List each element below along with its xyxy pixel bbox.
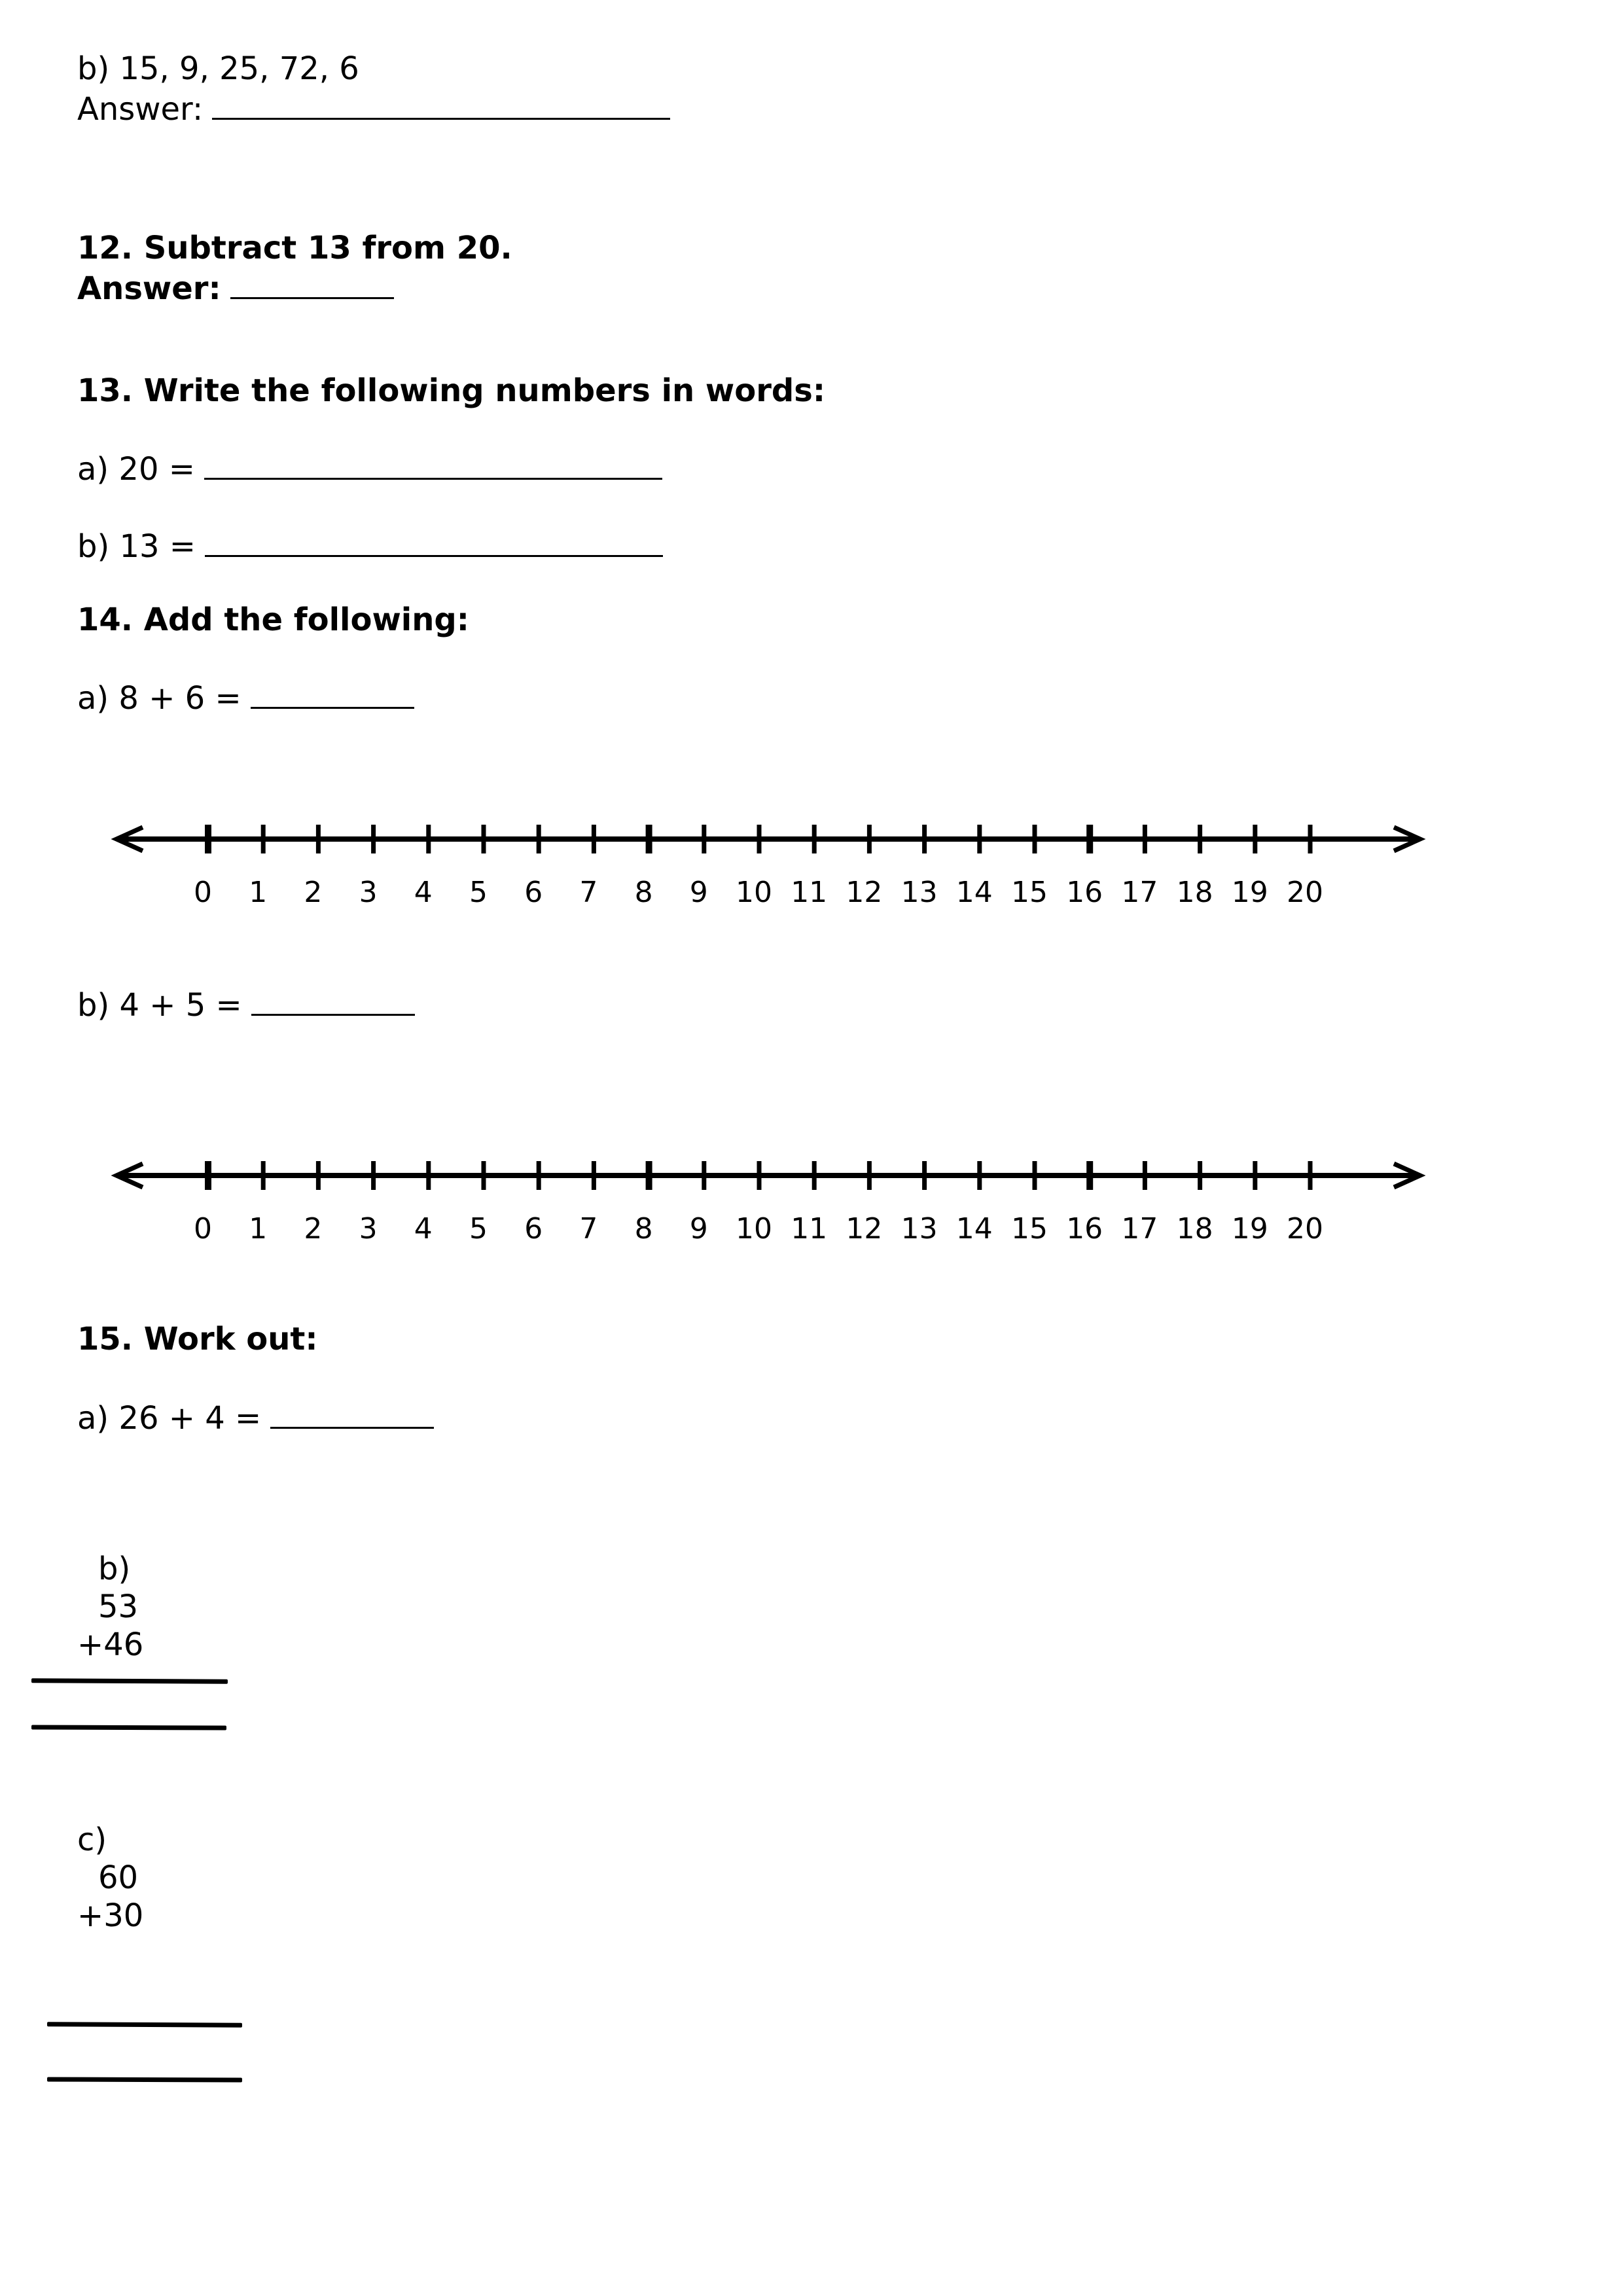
q15c-label: c) [77,1821,107,1858]
tick-label: 8 [634,1212,653,1246]
tick-label: 14 [955,876,993,909]
q11b-numbers: b) 15, 9, 25, 72, 6 [77,50,359,87]
q15b-bottom-number: +46 [77,1626,144,1663]
tick-label: 5 [469,1212,488,1246]
tick-label: 7 [579,876,598,909]
tick-label: 19 [1231,876,1268,909]
q12-answer-row [77,267,394,308]
tick-label: 15 [1011,1212,1048,1246]
q15c-top-number: 60 [98,1859,139,1896]
answer-blank[interactable] [230,267,394,299]
answer-line[interactable] [31,1725,226,1730]
tick-label: 20 [1287,1212,1323,1246]
tick-label: 4 [414,1212,433,1246]
q13b-row [77,525,663,565]
answer-blank[interactable] [205,525,663,557]
tick-label: 9 [689,876,708,909]
tick-label: 18 [1176,876,1213,909]
tick-label: 2 [304,1212,323,1246]
tick-label: 13 [901,876,938,909]
answer-blank[interactable] [204,448,662,480]
tick-label: 17 [1121,1212,1158,1246]
sum-line-top [31,1678,228,1684]
tick-label: 10 [736,876,772,909]
q13-title: 13. Write the following numbers in words: [77,372,826,409]
tick-label: 20 [1287,876,1323,909]
number-line [0,1148,1623,1253]
tick-label: 19 [1231,1212,1268,1246]
q14b-row [77,984,415,1024]
answer-blank[interactable] [212,88,670,120]
q15a-label: a) 26 + 4 = [77,1400,262,1437]
q13a-row [77,448,662,488]
tick-label: 3 [359,1212,378,1246]
tick-label: 11 [791,1212,828,1246]
tick-label: 15 [1011,876,1048,909]
q15a-row [77,1397,434,1437]
tick-label: 9 [689,1212,708,1246]
answer-line[interactable] [47,2077,242,2082]
answer-label: Answer: [77,91,204,128]
q15b-label: b) [98,1551,131,1587]
q15b-top-number: 53 [98,1588,139,1625]
tick-label: 14 [955,1212,993,1246]
tick-label: 0 [194,876,212,909]
tick-label: 5 [469,876,488,909]
answer-blank[interactable] [251,984,415,1016]
q12-title: 12. Subtract 13 from 20. [77,230,512,266]
q14-title: 14. Add the following: [77,601,469,638]
q13b-label: b) 13 = [77,528,196,565]
q15c-bottom-number: +30 [77,1897,144,1934]
tick-label: 13 [901,1212,938,1246]
q13a-label: a) 20 = [77,451,195,488]
tick-label: 6 [524,876,543,909]
tick-label: 18 [1176,1212,1213,1246]
q11b-answer-row [77,88,670,128]
number-line [0,812,1623,916]
tick-label: 17 [1121,876,1158,909]
tick-label: 1 [249,876,268,909]
tick-label: 16 [1066,876,1103,909]
answer-blank[interactable] [251,677,414,709]
q14a-row [77,677,414,717]
tick-label: 10 [736,1212,772,1246]
tick-label: 1 [249,1212,268,1246]
tick-label: 0 [194,1212,212,1246]
tick-label: 3 [359,876,378,909]
tick-label: 12 [846,876,883,909]
tick-label: 12 [846,1212,883,1246]
tick-label: 8 [634,876,653,909]
tick-label: 6 [524,1212,543,1246]
tick-label: 11 [791,876,828,909]
answer-blank[interactable] [270,1397,434,1429]
tick-label: 2 [304,876,323,909]
q14b-label: b) 4 + 5 = [77,987,242,1024]
tick-label: 7 [579,1212,598,1246]
tick-label: 16 [1066,1212,1103,1246]
q15-title: 15. Work out: [77,1321,318,1357]
q14a-label: a) 8 + 6 = [77,680,241,717]
answer-label: Answer: [77,270,221,307]
tick-label: 4 [414,876,433,909]
sum-line-top [47,2022,242,2028]
